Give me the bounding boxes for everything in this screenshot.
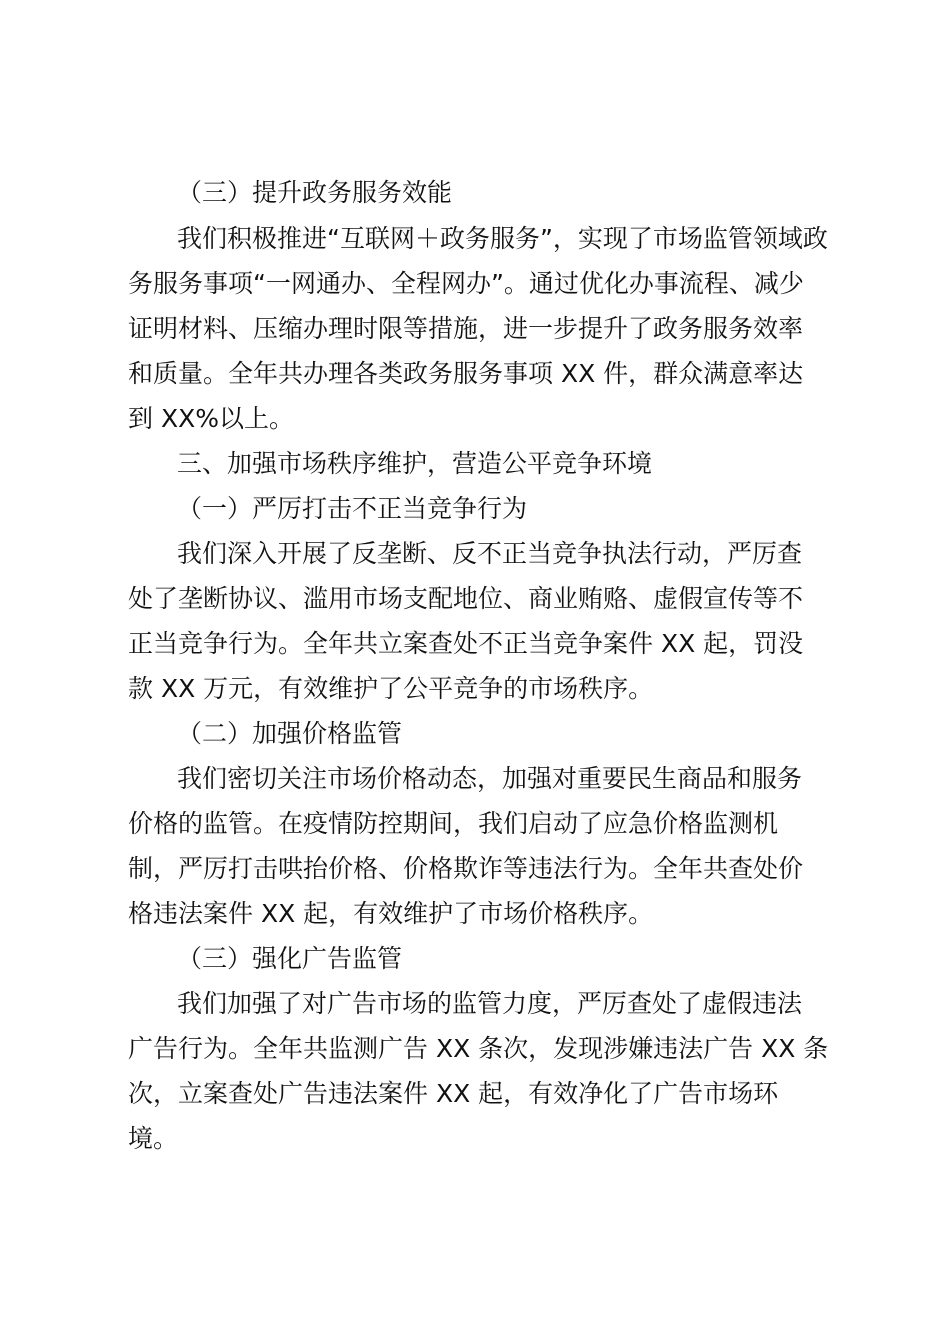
paragraph-line: 次，立案查处广告违法案件 XX 起，有效净化了广告市场环	[128, 1079, 779, 1108]
subsection-heading: （三）提升政务服务效能	[177, 178, 453, 207]
paragraph-line: 和质量。全年共办理各类政务服务事项 XX 件，群众满意率达	[128, 359, 804, 388]
section-heading: 三、加强市场秩序维护，营造公平竞争环境	[177, 449, 653, 478]
paragraph-line: 到 XX%以上。	[128, 404, 294, 433]
paragraph-line: 广告行为。全年共监测广告 XX 条次，发现涉嫌违法广告 XX 条	[128, 1034, 829, 1063]
paragraph-line: 制，严厉打击哄抬价格、价格欺诈等违法行为。全年共查处价	[128, 854, 804, 883]
paragraph-line: 我们密切关注市场价格动态，加强对重要民生商品和服务	[177, 764, 803, 793]
paragraph-line: 我们积极推进“互联网＋政务服务”，实现了市场监管领域政	[177, 224, 828, 253]
subsection-heading: （二）加强价格监管	[177, 719, 403, 748]
paragraph-line: 格违法案件 XX 起，有效维护了市场价格秩序。	[128, 899, 654, 928]
subsection-heading: （一）严厉打击不正当竞争行为	[177, 494, 528, 523]
paragraph-line: 证明材料、压缩办理时限等措施，进一步提升了政务服务效率	[128, 314, 804, 343]
paragraph-line: 我们深入开展了反垄断、反不正当竞争执法行动，严厉查	[177, 539, 803, 568]
paragraph-line: 务服务事项“一网通办、全程网办”。通过优化办事流程、减少	[128, 269, 804, 298]
paragraph-line: 正当竞争行为。全年共立案查处不正当竞争案件 XX 起，罚没	[128, 629, 804, 658]
paragraph-line: 我们加强了对广告市场的监管力度，严厉查处了虚假违法	[177, 989, 803, 1018]
paragraph-line: 价格的监管。在疫情防控期间，我们启动了应急价格监测机	[128, 809, 779, 838]
paragraph-line: 处了垄断协议、滥用市场支配地位、商业贿赂、虚假宣传等不	[128, 584, 804, 613]
paragraph-line: 款 XX 万元，有效维护了公平竞争的市场秩序。	[128, 674, 654, 703]
subsection-heading: （三）强化广告监管	[177, 944, 403, 973]
paragraph-line: 境。	[128, 1124, 179, 1153]
